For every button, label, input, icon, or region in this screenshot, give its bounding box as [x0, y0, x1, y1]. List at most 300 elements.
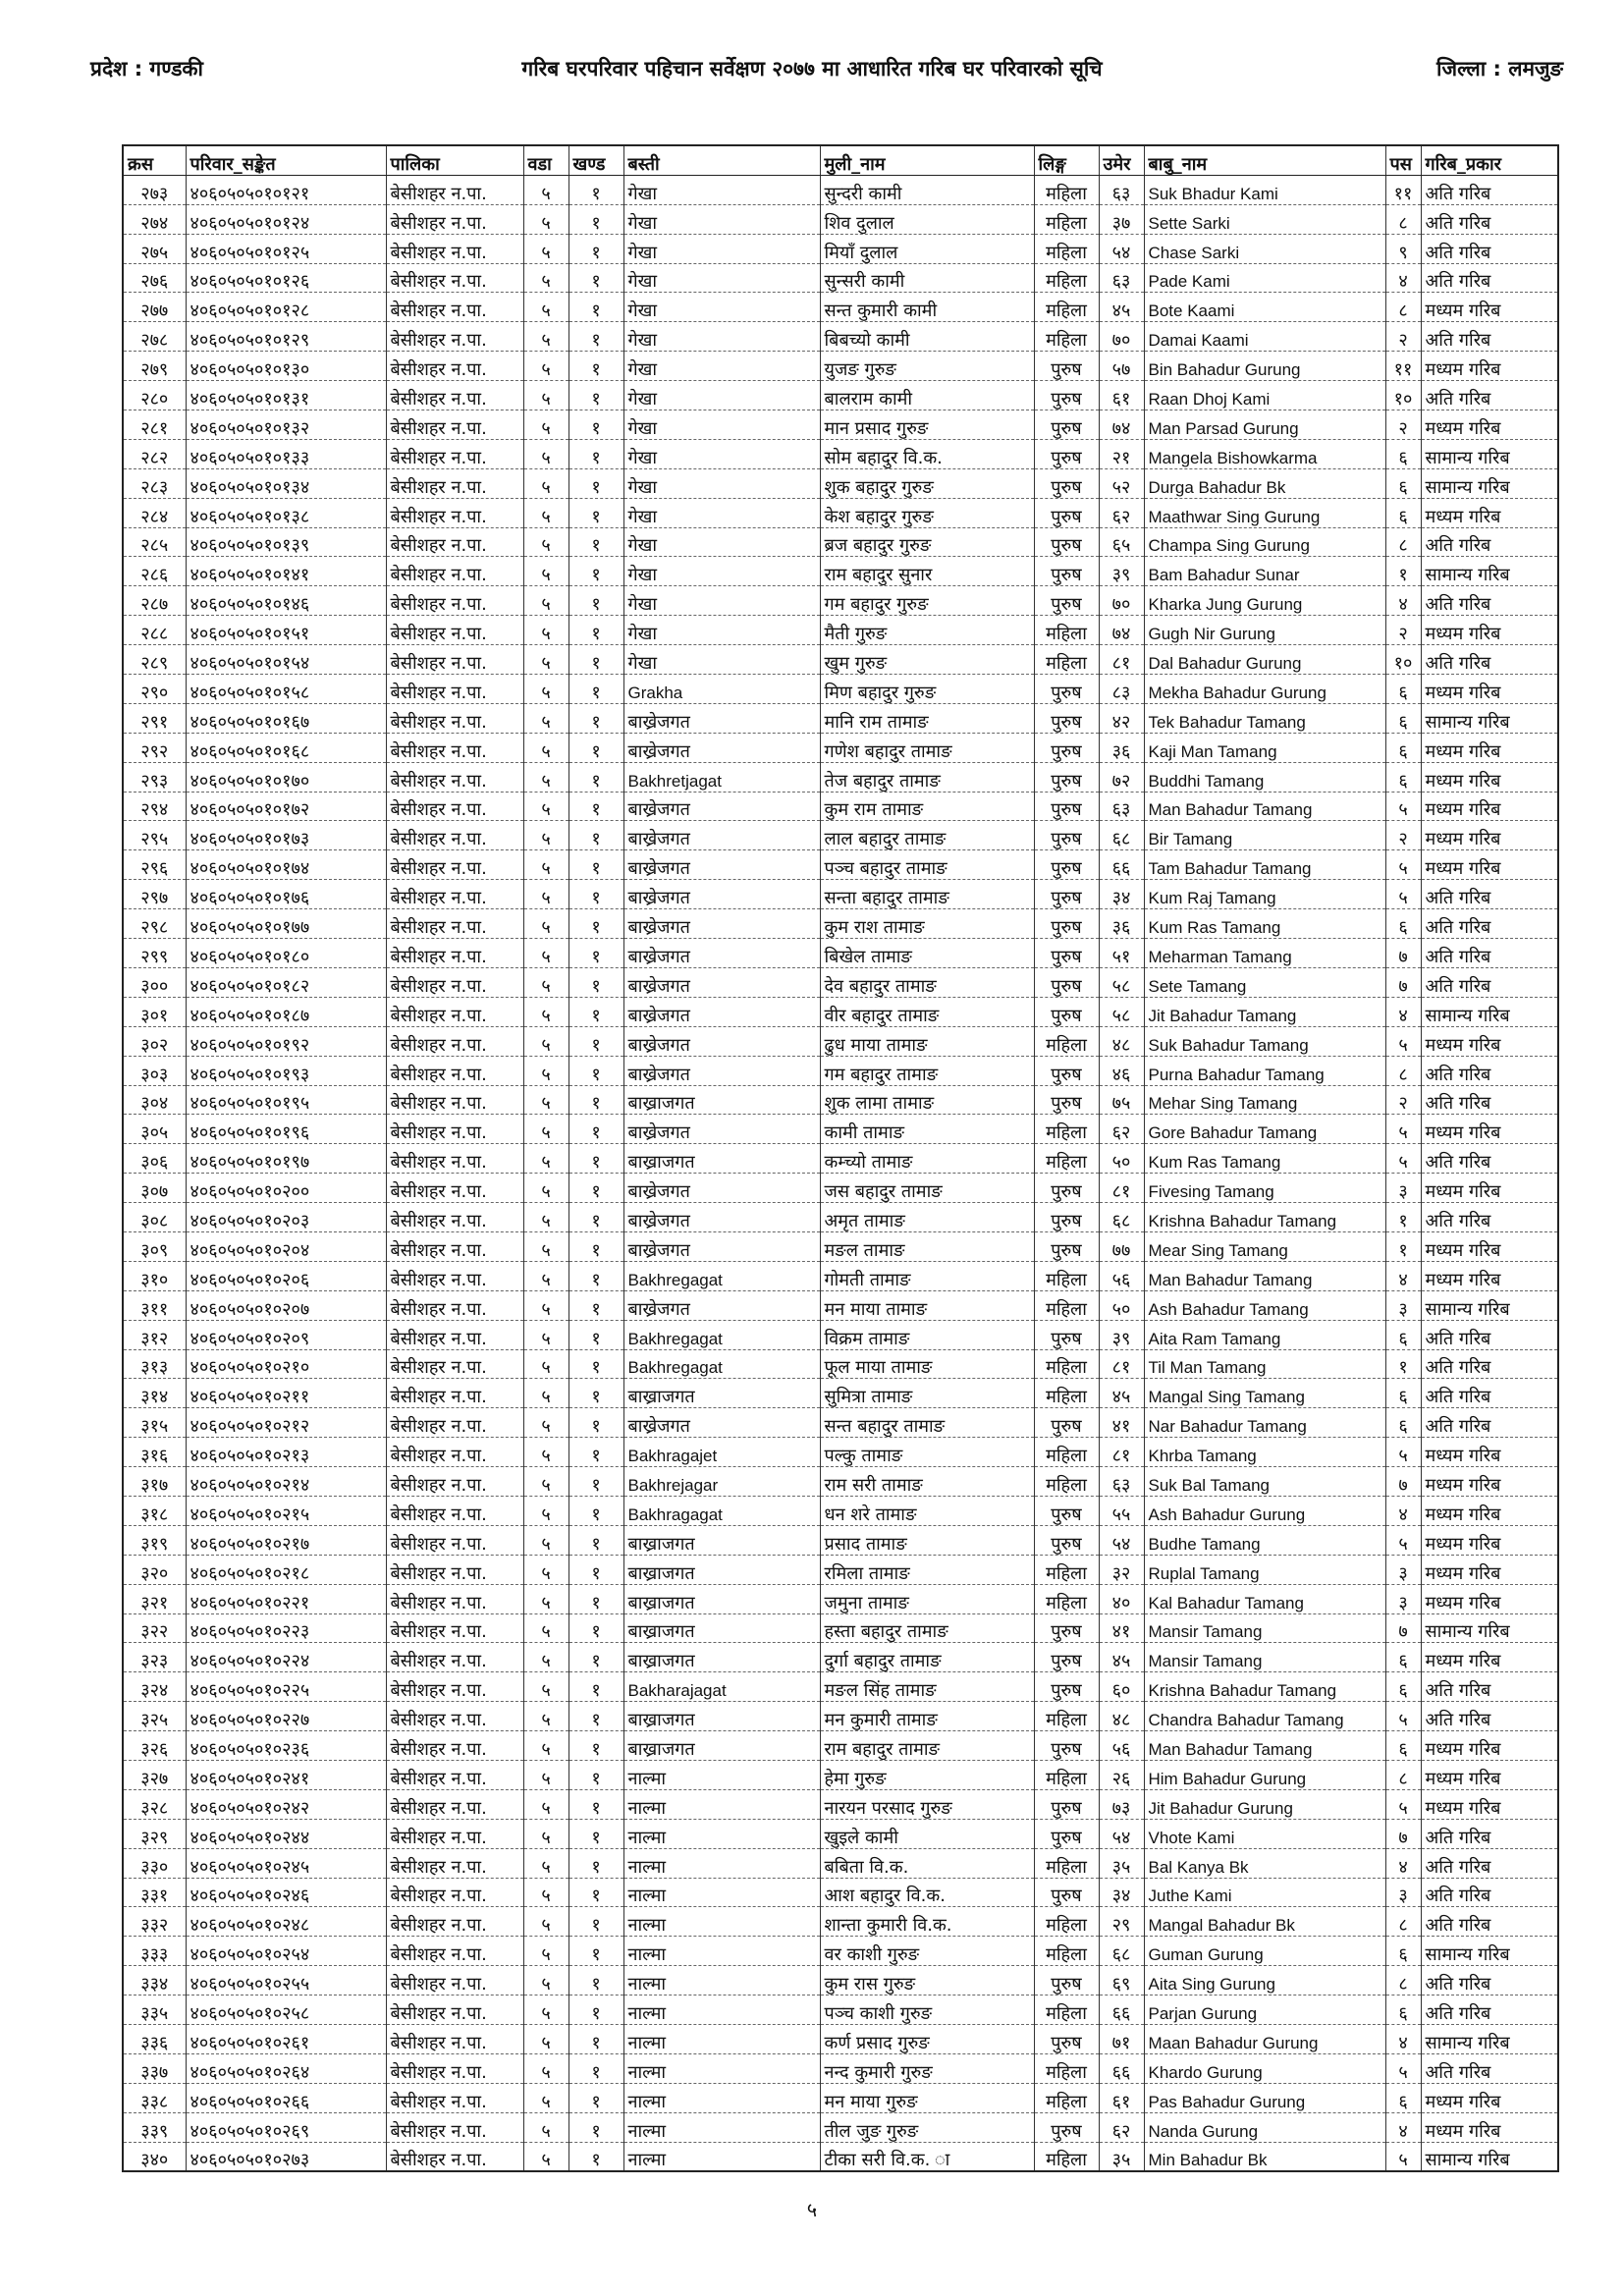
cell-settlement: बाख्राजगत: [623, 1379, 820, 1408]
cell-father-name: Mehar Sing Tamang: [1144, 1085, 1385, 1115]
cell-head-name: नारयन परसाद गुरुङ: [820, 1789, 1034, 1819]
cell-sn: २८२: [123, 439, 186, 468]
cell-family-size: ७: [1385, 939, 1421, 968]
cell-ward: ५: [523, 1408, 568, 1438]
cell-gender: पुरुष: [1034, 1056, 1099, 1085]
cell-gender: पुरुष: [1034, 2112, 1099, 2142]
cell-municipality: बेसीशहर न.पा.: [386, 1878, 523, 1907]
cell-family-size: १०: [1385, 381, 1421, 410]
cell-settlement: गेखा: [623, 352, 820, 381]
cell-household-code: ४०६०५०५०१०२१४: [186, 1467, 386, 1497]
cell-head-name: देव बहादुर तामाङ: [820, 967, 1034, 997]
cell-family-size: ७: [1385, 1467, 1421, 1497]
cell-father-name: Fivesing Tamang: [1144, 1174, 1385, 1203]
cell-municipality: बेसीशहर न.पा.: [386, 967, 523, 997]
table-row: [123, 1408, 1558, 1438]
cell-father-name: Bal Kanya Bk: [1144, 1848, 1385, 1878]
cell-gender: महिला: [1034, 1261, 1099, 1290]
cell-sn: ३०५: [123, 1115, 186, 1144]
cell-settlement: नाल्मा: [623, 1789, 820, 1819]
cell-sn: ३११: [123, 1290, 186, 1320]
cell-household-code: ४०६०५०५०१०२२५: [186, 1672, 386, 1702]
cell-poverty-type: अति गरिब: [1421, 1056, 1558, 1085]
cell-municipality: बेसीशहर न.पा.: [386, 1937, 523, 1966]
cell-father-name: Bin Bahadur Gurung: [1144, 352, 1385, 381]
cell-head-name: शुक बहादुर गुरुङ: [820, 468, 1034, 498]
cell-household-code: ४०६०५०५०१०१७४: [186, 850, 386, 880]
cell-father-name: Maan Bahadur Gurung: [1144, 2025, 1385, 2054]
cell-municipality: बेसीशहर न.पा.: [386, 1789, 523, 1819]
cell-age: ५६: [1099, 1731, 1144, 1761]
cell-municipality: बेसीशहर न.पा.: [386, 204, 523, 234]
cell-municipality: बेसीशहर न.पा.: [386, 352, 523, 381]
cell-poverty-type: मध्यम गरिब: [1421, 410, 1558, 440]
cell-family-size: ३: [1385, 1290, 1421, 1320]
cell-settlement: बाख्राजगत: [623, 1584, 820, 1613]
cell-poverty-type: अति गरिब: [1421, 1203, 1558, 1232]
cell-poverty-type: अति गरिब: [1421, 1848, 1558, 1878]
cell-ward: ५: [523, 821, 568, 850]
cell-poverty-type: सामान्य गरिब: [1421, 439, 1558, 468]
cell-family-size: ८: [1385, 1760, 1421, 1789]
cell-father-name: Kharka Jung Gurung: [1144, 586, 1385, 616]
cell-gender: महिला: [1034, 1290, 1099, 1320]
cell-settlement: नाल्मा: [623, 2142, 820, 2171]
table-row: [123, 2053, 1558, 2083]
table-row: [123, 381, 1558, 410]
cell-gender: पुरुष: [1034, 821, 1099, 850]
cell-settlement: गेखा: [623, 204, 820, 234]
cell-ward: ५: [523, 1085, 568, 1115]
table-row: [123, 1731, 1558, 1761]
cell-head-name: हस्ता बहादुर तामाङ: [820, 1613, 1034, 1643]
cell-sn: २८६: [123, 557, 186, 586]
cell-poverty-type: मध्यम गरिब: [1421, 1643, 1558, 1672]
cell-sn: २८९: [123, 645, 186, 675]
cell-gender: पुरुष: [1034, 967, 1099, 997]
cell-ward: ५: [523, 1056, 568, 1085]
cell-household-code: ४०६०५०५०१०१३१: [186, 381, 386, 410]
cell-age: ६५: [1099, 527, 1144, 557]
cell-settlement: गेखा: [623, 234, 820, 263]
cell-gender: पुरुष: [1034, 1613, 1099, 1643]
cell-settlement: बाख्रेजगत: [623, 967, 820, 997]
cell-ward: ५: [523, 1702, 568, 1731]
cell-municipality: बेसीशहर न.पा.: [386, 1379, 523, 1408]
cell-household-code: ४०६०५०५०१०२५८: [186, 1995, 386, 2025]
table-row: [123, 175, 1558, 204]
cell-gender: महिला: [1034, 293, 1099, 322]
cell-sn: २७८: [123, 322, 186, 352]
cell-sn: २७७: [123, 293, 186, 322]
cell-settlement: गेखा: [623, 557, 820, 586]
cell-ward: ५: [523, 616, 568, 645]
cell-head-name: कम्च्यो तामाङ: [820, 1144, 1034, 1174]
cell-ward: ५: [523, 1643, 568, 1672]
cell-age: ८१: [1099, 1174, 1144, 1203]
cell-block: १: [568, 352, 623, 381]
cell-father-name: Gugh Nir Gurung: [1144, 616, 1385, 645]
cell-gender: महिला: [1034, 1438, 1099, 1467]
cell-father-name: Kum Raj Tamang: [1144, 880, 1385, 909]
cell-block: १: [568, 762, 623, 792]
cell-municipality: बेसीशहर न.पा.: [386, 1848, 523, 1878]
cell-head-name: बिखेल तामाङ: [820, 939, 1034, 968]
cell-poverty-type: सामान्य गरिब: [1421, 1937, 1558, 1966]
cell-ward: ५: [523, 557, 568, 586]
cell-sn: ३१३: [123, 1349, 186, 1379]
cell-municipality: बेसीशहर न.पा.: [386, 1174, 523, 1203]
cell-sn: ३२४: [123, 1672, 186, 1702]
cell-family-size: ४: [1385, 263, 1421, 293]
cell-poverty-type: मध्यम गरिब: [1421, 1115, 1558, 1144]
column-header-father-name: बाबु_नाम: [1144, 145, 1385, 175]
cell-municipality: बेसीशहर न.पा.: [386, 821, 523, 850]
cell-age: ५४: [1099, 234, 1144, 263]
cell-head-name: पल्कु तामाङ: [820, 1438, 1034, 1467]
cell-father-name: Ash Bahadur Tamang: [1144, 1290, 1385, 1320]
cell-sn: ३४०: [123, 2142, 186, 2171]
cell-family-size: ७: [1385, 1819, 1421, 1848]
cell-age: ३४: [1099, 880, 1144, 909]
cell-head-name: मन माया तामाङ: [820, 1290, 1034, 1320]
cell-settlement: नाल्मा: [623, 1937, 820, 1966]
cell-father-name: Tek Bahadur Tamang: [1144, 703, 1385, 733]
cell-household-code: ४०६०५०५०१०२३६: [186, 1731, 386, 1761]
cell-settlement: गेखा: [623, 175, 820, 204]
cell-sn: २९५: [123, 821, 186, 850]
cell-municipality: बेसीशहर न.पा.: [386, 997, 523, 1026]
cell-ward: ५: [523, 293, 568, 322]
cell-age: ३५: [1099, 2142, 1144, 2171]
cell-block: १: [568, 997, 623, 1026]
cell-poverty-type: मध्यम गरिब: [1421, 616, 1558, 645]
cell-ward: ५: [523, 1731, 568, 1761]
cell-ward: ५: [523, 733, 568, 762]
cell-sn: ३००: [123, 967, 186, 997]
cell-block: १: [568, 2025, 623, 2054]
cell-family-size: ७: [1385, 967, 1421, 997]
table-row: [123, 1467, 1558, 1497]
cell-ward: ५: [523, 1555, 568, 1584]
cell-father-name: Krishna Bahadur Tamang: [1144, 1203, 1385, 1232]
cell-settlement: Bakhregagat: [623, 1320, 820, 1349]
cell-household-code: ४०६०५०५०१०१५१: [186, 616, 386, 645]
cell-household-code: ४०६०५०५०१०१३२: [186, 410, 386, 440]
cell-block: १: [568, 792, 623, 821]
table-row: [123, 557, 1558, 586]
table-row: [123, 1085, 1558, 1115]
cell-block: १: [568, 1555, 623, 1584]
cell-poverty-type: मध्यम गरिब: [1421, 1231, 1558, 1261]
cell-block: १: [568, 1203, 623, 1232]
column-header-family-size: पस: [1385, 145, 1421, 175]
cell-head-name: मिण बहादुर गुरुङ: [820, 675, 1034, 704]
cell-poverty-type: सामान्य गरिब: [1421, 557, 1558, 586]
cell-family-size: ६: [1385, 1995, 1421, 2025]
cell-ward: ५: [523, 468, 568, 498]
cell-settlement: बाख्रेजगत: [623, 1115, 820, 1144]
cell-household-code: ४०६०५०५०१०१७०: [186, 762, 386, 792]
cell-block: १: [568, 1672, 623, 1702]
cell-household-code: ४०६०५०५०१०२६४: [186, 2053, 386, 2083]
cell-age: ४५: [1099, 1379, 1144, 1408]
cell-head-name: वीर बहादुर तामाङ: [820, 997, 1034, 1026]
cell-age: ४५: [1099, 1643, 1144, 1672]
cell-age: ५७: [1099, 352, 1144, 381]
table-row: [123, 2025, 1558, 2054]
table-row: [123, 1174, 1558, 1203]
cell-sn: ३२६: [123, 1731, 186, 1761]
cell-settlement: बाख्रेजगत: [623, 1203, 820, 1232]
cell-head-name: राम सरी तामाङ: [820, 1467, 1034, 1497]
cell-block: १: [568, 909, 623, 939]
cell-father-name: Mekha Bahadur Gurung: [1144, 675, 1385, 704]
table-row: [123, 263, 1558, 293]
cell-settlement: नाल्मा: [623, 1966, 820, 1995]
cell-ward: ५: [523, 1789, 568, 1819]
cell-sn: २९६: [123, 850, 186, 880]
table-row: [123, 1496, 1558, 1525]
cell-municipality: बेसीशहर न.पा.: [386, 1995, 523, 2025]
cell-poverty-type: अति गरिब: [1421, 175, 1558, 204]
cell-family-size: ११: [1385, 352, 1421, 381]
cell-father-name: Ash Bahadur Gurung: [1144, 1496, 1385, 1525]
cell-municipality: बेसीशहर न.पा.: [386, 1115, 523, 1144]
cell-father-name: Man Bahadur Tamang: [1144, 1261, 1385, 1290]
cell-settlement: नाल्मा: [623, 2053, 820, 2083]
cell-settlement: नाल्मा: [623, 2025, 820, 2054]
table-row: [123, 762, 1558, 792]
cell-household-code: ४०६०५०५०१०१२८: [186, 293, 386, 322]
cell-family-size: ६: [1385, 1643, 1421, 1672]
cell-household-code: ४०६०५०५०१०१६७: [186, 703, 386, 733]
cell-age: ७३: [1099, 1789, 1144, 1819]
cell-father-name: Ruplal Tamang: [1144, 1555, 1385, 1584]
cell-household-code: ४०६०५०५०१०१५८: [186, 675, 386, 704]
cell-father-name: Kaji Man Tamang: [1144, 733, 1385, 762]
cell-household-code: ४०६०५०५०१०२१३: [186, 1438, 386, 1467]
cell-household-code: ४०६०५०५०१०२२७: [186, 1702, 386, 1731]
cell-age: ५०: [1099, 1290, 1144, 1320]
cell-head-name: टीका सरी वि.क. ा: [820, 2142, 1034, 2171]
cell-sn: ३३०: [123, 1848, 186, 1878]
cell-sn: २८७: [123, 586, 186, 616]
table-row: [123, 234, 1558, 263]
cell-municipality: बेसीशहर न.पा.: [386, 1261, 523, 1290]
cell-poverty-type: अति गरिब: [1421, 234, 1558, 263]
cell-age: ६३: [1099, 263, 1144, 293]
cell-poverty-type: अति गरिब: [1421, 1672, 1558, 1702]
cell-sn: ३२७: [123, 1760, 186, 1789]
cell-settlement: बाख्रेजगत: [623, 909, 820, 939]
cell-block: १: [568, 1115, 623, 1144]
cell-gender: पुरुष: [1034, 586, 1099, 616]
cell-poverty-type: अति गरिब: [1421, 909, 1558, 939]
cell-age: ४२: [1099, 703, 1144, 733]
cell-poverty-type: मध्यम गरिब: [1421, 1467, 1558, 1497]
cell-ward: ५: [523, 1438, 568, 1467]
cell-municipality: बेसीशहर न.पा.: [386, 586, 523, 616]
cell-gender: पुरुष: [1034, 703, 1099, 733]
cell-municipality: बेसीशहर न.पा.: [386, 1731, 523, 1761]
cell-household-code: ४०६०५०५०१०१४१: [186, 557, 386, 586]
cell-age: ४८: [1099, 1702, 1144, 1731]
cell-poverty-type: अति गरिब: [1421, 1878, 1558, 1907]
cell-father-name: Nar Bahadur Tamang: [1144, 1408, 1385, 1438]
table-row: [123, 1789, 1558, 1819]
cell-ward: ५: [523, 175, 568, 204]
cell-family-size: ५: [1385, 1702, 1421, 1731]
cell-municipality: बेसीशहर न.पा.: [386, 1290, 523, 1320]
cell-ward: ५: [523, 1174, 568, 1203]
cell-municipality: बेसीशहर न.पा.: [386, 1613, 523, 1643]
table-row: [123, 1379, 1558, 1408]
cell-age: ४५: [1099, 293, 1144, 322]
cell-age: ६६: [1099, 1995, 1144, 2025]
cell-father-name: Raan Dhoj Kami: [1144, 381, 1385, 410]
cell-age: ८३: [1099, 675, 1144, 704]
cell-municipality: बेसीशहर न.पा.: [386, 1966, 523, 1995]
cell-block: १: [568, 939, 623, 968]
cell-block: १: [568, 586, 623, 616]
cell-gender: पुरुष: [1034, 557, 1099, 586]
cell-ward: ५: [523, 850, 568, 880]
cell-municipality: बेसीशहर न.पा.: [386, 1525, 523, 1555]
cell-head-name: नन्द कुमारी गुरुङ: [820, 2053, 1034, 2083]
column-header-age: उमेर: [1099, 145, 1144, 175]
cell-father-name: Khrba Tamang: [1144, 1438, 1385, 1467]
cell-block: १: [568, 557, 623, 586]
cell-family-size: ५: [1385, 2053, 1421, 2083]
cell-head-name: मियाँ दुलाल: [820, 234, 1034, 263]
cell-family-size: ६: [1385, 1672, 1421, 1702]
table-row: [123, 792, 1558, 821]
cell-age: ५५: [1099, 1496, 1144, 1525]
cell-ward: ५: [523, 939, 568, 968]
cell-poverty-type: मध्यम गरिब: [1421, 821, 1558, 850]
cell-father-name: Man Parsad Gurung: [1144, 410, 1385, 440]
cell-municipality: बेसीशहर न.पा.: [386, 675, 523, 704]
cell-sn: २७३: [123, 175, 186, 204]
cell-sn: ३१९: [123, 1525, 186, 1555]
cell-head-name: कुम राश तामाङ: [820, 909, 1034, 939]
cell-gender: पुरुष: [1034, 381, 1099, 410]
cell-father-name: Bote Kaami: [1144, 293, 1385, 322]
cell-family-size: ५: [1385, 1438, 1421, 1467]
cell-block: १: [568, 293, 623, 322]
cell-father-name: Suk Bal Tamang: [1144, 1467, 1385, 1497]
cell-gender: पुरुष: [1034, 468, 1099, 498]
cell-sn: ३२३: [123, 1643, 186, 1672]
cell-father-name: Vhote Kami: [1144, 1819, 1385, 1848]
cell-father-name: Mangela Bishowkarma: [1144, 439, 1385, 468]
cell-settlement: गेखा: [623, 468, 820, 498]
cell-gender: पुरुष: [1034, 1966, 1099, 1995]
cell-ward: ५: [523, 2025, 568, 2054]
cell-gender: पुरुष: [1034, 762, 1099, 792]
district-label: जिल्ला : लमजुङ: [1436, 57, 1563, 81]
cell-family-size: १: [1385, 1203, 1421, 1232]
cell-household-code: ४०६०५०५०१०१२४: [186, 204, 386, 234]
cell-age: ६३: [1099, 1467, 1144, 1497]
cell-household-code: ४०६०५०५०१०१३०: [186, 352, 386, 381]
cell-gender: महिला: [1034, 616, 1099, 645]
cell-sn: २९९: [123, 939, 186, 968]
cell-head-name: पञ्च बहादुर तामाङ: [820, 850, 1034, 880]
cell-poverty-type: मध्यम गरिब: [1421, 850, 1558, 880]
cell-ward: ५: [523, 352, 568, 381]
cell-block: १: [568, 733, 623, 762]
cell-gender: पुरुष: [1034, 850, 1099, 880]
cell-poverty-type: अति गरिब: [1421, 1966, 1558, 1995]
cell-father-name: Meharman Tamang: [1144, 939, 1385, 968]
table-row: [123, 1878, 1558, 1907]
cell-household-code: ४०६०५०५०१०१८२: [186, 967, 386, 997]
table-row: [123, 1702, 1558, 1731]
cell-municipality: बेसीशहर न.पा.: [386, 616, 523, 645]
cell-household-code: ४०६०५०५०१०१९६: [186, 1115, 386, 1144]
cell-age: ६०: [1099, 1672, 1144, 1702]
cell-father-name: Kal Bahadur Tamang: [1144, 1584, 1385, 1613]
cell-family-size: ६: [1385, 703, 1421, 733]
cell-ward: ५: [523, 1231, 568, 1261]
cell-municipality: बेसीशहर न.पा.: [386, 1026, 523, 1056]
cell-head-name: कामी तामाङ: [820, 1115, 1034, 1144]
cell-household-code: ४०६०५०५०१०२७३: [186, 2142, 386, 2171]
cell-father-name: Kum Ras Tamang: [1144, 909, 1385, 939]
cell-family-size: ८: [1385, 1966, 1421, 1995]
cell-gender: महिला: [1034, 1848, 1099, 1878]
cell-household-code: ४०६०५०५०१०२०३: [186, 1203, 386, 1232]
table-row: [123, 1438, 1558, 1467]
cell-poverty-type: सामान्य गरिब: [1421, 1290, 1558, 1320]
cell-head-name: जस बहादुर तामाङ: [820, 1174, 1034, 1203]
cell-father-name: Mansir Tamang: [1144, 1643, 1385, 1672]
table-row: [123, 1995, 1558, 2025]
table-row: [123, 1203, 1558, 1232]
cell-settlement: Bakhregagat: [623, 1349, 820, 1379]
cell-settlement: बाख्रेजगत: [623, 821, 820, 850]
cell-settlement: नाल्मा: [623, 1848, 820, 1878]
cell-head-name: अमृत तामाङ: [820, 1203, 1034, 1232]
cell-head-name: कर्ण प्रसाद गुरुङ: [820, 2025, 1034, 2054]
cell-head-name: मङल सिंह तामाङ: [820, 1672, 1034, 1702]
cell-municipality: बेसीशहर न.पा.: [386, 1144, 523, 1174]
cell-ward: ५: [523, 1878, 568, 1907]
cell-sn: २८१: [123, 410, 186, 440]
cell-household-code: ४०६०५०५०१०१८७: [186, 997, 386, 1026]
cell-gender: महिला: [1034, 1937, 1099, 1966]
cell-age: ४०: [1099, 1584, 1144, 1613]
cell-ward: ५: [523, 909, 568, 939]
cell-head-name: सन्त कुमारी कामी: [820, 293, 1034, 322]
cell-block: १: [568, 850, 623, 880]
cell-household-code: ४०६०५०५०१०२४६: [186, 1878, 386, 1907]
cell-sn: २९२: [123, 733, 186, 762]
cell-sn: ३३३: [123, 1937, 186, 1966]
cell-age: ७५: [1099, 1085, 1144, 1115]
table-row: [123, 352, 1558, 381]
cell-block: १: [568, 263, 623, 293]
cell-father-name: Durga Bahadur Bk: [1144, 468, 1385, 498]
cell-age: २९: [1099, 1907, 1144, 1937]
cell-settlement: गेखा: [623, 293, 820, 322]
cell-family-size: १: [1385, 557, 1421, 586]
cell-sn: ३१२: [123, 1320, 186, 1349]
cell-gender: पुरुष: [1034, 498, 1099, 527]
cell-household-code: ४०६०५०५०१०२२३: [186, 1613, 386, 1643]
